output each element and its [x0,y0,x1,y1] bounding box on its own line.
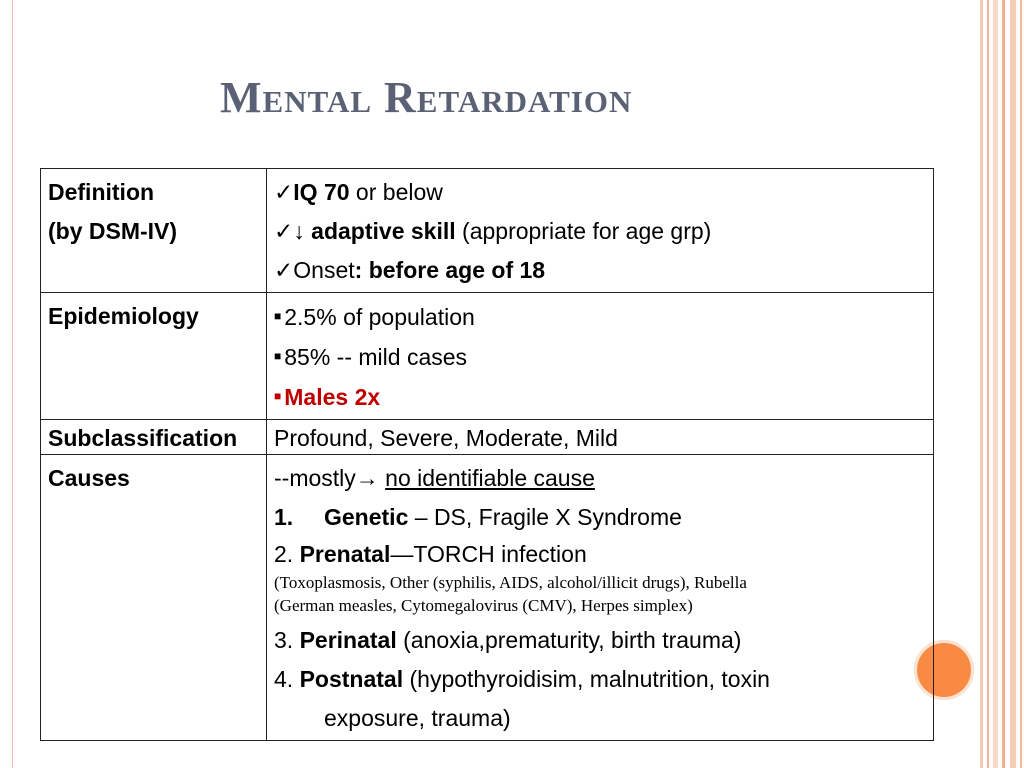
decorative-stripes [980,0,1024,768]
definition-item-iq: ✓IQ 70 or below [274,179,443,205]
causes-prenatal: 2. Prenatal—TORCH infection [274,541,587,567]
torch-detail-line-2: (German measles, Cytomegalovirus (CMV), Herpes simplex) [274,596,693,615]
subclassification-label: Subclassification [41,420,267,455]
causes-postnatal: 4. Postnatal (hypothyroidisim, malnutrition, toxin [274,666,770,692]
definition-item-adaptive: ✓↓ adaptive skill (appropriate for age grp) [274,218,712,244]
checkmark-icon: ✓ [274,218,294,244]
definition-value-cell [267,169,934,293]
table-row-epidemiology [41,293,934,420]
definition-label: Definition [48,179,155,205]
square-bullet-icon: ■ [274,389,282,403]
causes-postnatal-continued: exposure, trauma) [324,705,511,731]
checkmark-icon: ✓ [274,179,294,205]
subclassification-value: Profound, Severe, Moderate, Mild [267,420,934,455]
table-row-causes [41,455,934,741]
epidemiology-value-cell [267,293,934,420]
right-arrow-icon: → [355,465,379,491]
epidemiology-label: Epidemiology [41,293,267,420]
causes-genetic: 1. Genetic – DS, Fragile X Syndrome [274,504,682,530]
causes-label: Causes [41,455,267,741]
definition-item-onset: ✓Onset: before age of 18 [274,257,546,283]
slide-title: Mental Retardation [220,73,633,122]
definition-label-sub: (by DSM-IV) [48,218,178,244]
epidemiology-item-mild: ■ 85% -- mild cases [274,344,468,370]
causes-mostly: --mostly→ no identifiable cause [274,465,595,491]
square-bullet-icon: ■ [274,349,282,363]
causes-value-cell [267,455,934,741]
epidemiology-item-population: ■ 2.5% of population [274,304,475,330]
table-row-definition [41,169,934,293]
down-arrow-icon: ↓ [293,218,305,244]
torch-detail-line-1: (Toxoplasmosis, Other (syphilis, AIDS, alcohol/illicit drugs), Rubella [274,573,747,592]
causes-perinatal: 3. Perinatal (anoxia,prematurity, birth trauma) [274,627,742,653]
definition-label-cell [41,169,267,293]
epidemiology-item-males: ■ Males 2x [274,384,381,410]
square-bullet-icon: ■ [274,309,282,323]
checkmark-icon: ✓ [274,257,294,283]
table-row-subclassification [41,420,934,455]
slide-frame-line [12,0,13,768]
content-table [40,168,934,741]
